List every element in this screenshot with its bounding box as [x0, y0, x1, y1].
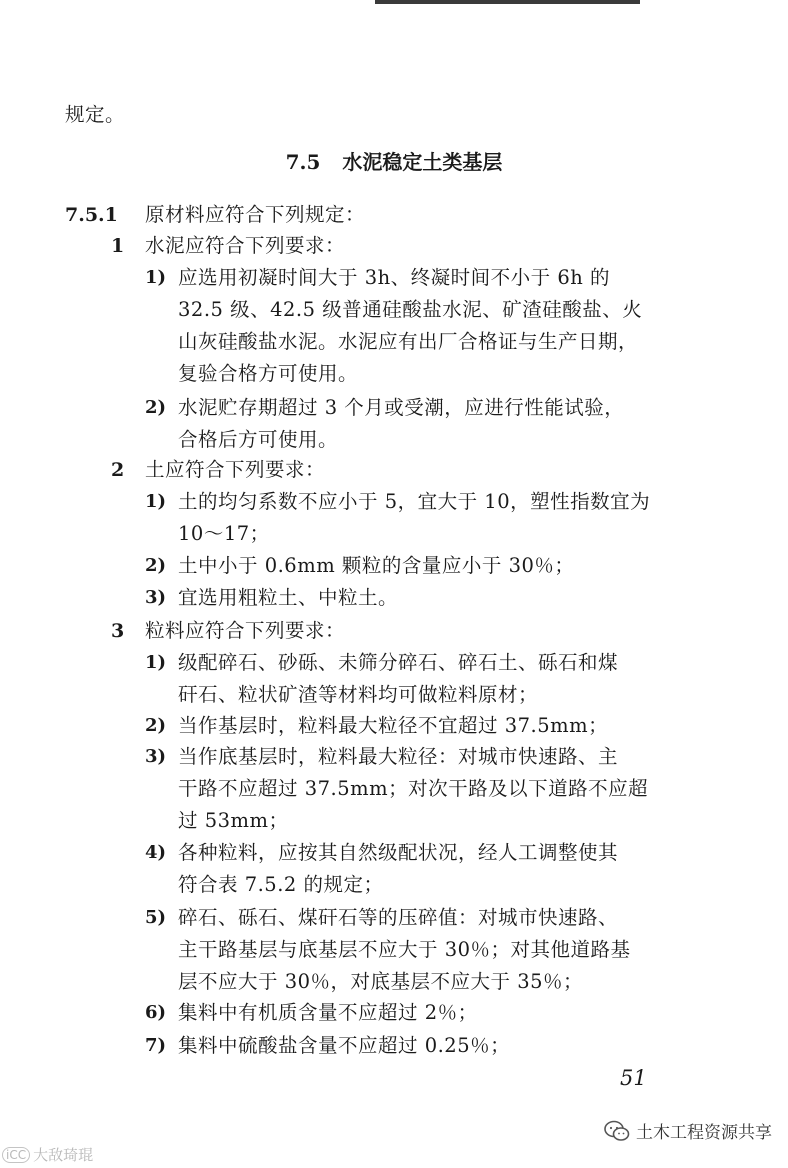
sub-item-line: 山灰硅酸盐水泥。水泥应有出厂合格证与生产日期，: [178, 330, 639, 353]
sub-item-number: 6): [145, 1002, 167, 1023]
sub-item-number: 3): [145, 746, 167, 767]
intro-tail-text: 规定。: [65, 103, 126, 126]
sub-item-number: 2): [145, 555, 167, 576]
sub-item-number: 4): [145, 842, 167, 863]
sub-item-line: 32.5 级、42.5 级普通硅酸盐水泥、矿渣硅酸盐、火: [178, 298, 643, 321]
item-number: 1: [111, 235, 125, 257]
sub-item-line: 土的均匀系数不应小于 5，宜大于 10，塑性指数宜为: [178, 490, 651, 513]
sub-item-line: 集料中硫酸盐含量不应超过 0.25％；: [178, 1034, 511, 1057]
sub-item-line: 级配碎石、砂砾、未筛分碎石、碎石土、砾石和煤: [178, 651, 619, 674]
sub-item-line: 干路不应超过 37.5mm；对次干路及以下道路不应超: [178, 777, 649, 800]
sub-item-number: 1): [145, 491, 167, 512]
top-edge-bar: [375, 0, 640, 4]
item-number: 3: [111, 620, 125, 642]
sub-item-line: 当作底基层时，粒料最大粒径：对城市快速路、主: [178, 745, 619, 768]
sub-item-line: 当作基层时，粒料最大粒径不宜超过 37.5mm；: [178, 714, 609, 737]
clause-text: 原材料应符合下列规定：: [145, 203, 366, 226]
watermark-right-text: 土木工程资源共享: [636, 1123, 772, 1143]
sub-item-number: 2): [145, 397, 167, 418]
sub-item-number: 7): [145, 1035, 167, 1056]
sub-item-number: 1): [145, 267, 167, 288]
sub-item-line: 过 53mm；: [178, 809, 289, 832]
watermark-badge-icon: iCC: [2, 1147, 30, 1163]
sub-item-number: 2): [145, 715, 167, 736]
wechat-icon: [604, 1120, 630, 1142]
watermark-left-text: 大敌琦琨: [33, 1146, 94, 1164]
watermark-left: [2, 1144, 93, 1165]
section-number: 7.5: [285, 150, 321, 174]
sub-item-line: 合格后方可使用。: [178, 428, 339, 451]
item-text: 粒料应符合下列要求：: [145, 619, 346, 642]
item-text: 水泥应符合下列要求：: [145, 234, 346, 257]
sub-item-line: 复验合格方可使用。: [178, 362, 359, 385]
sub-item-line: 10～17；: [178, 522, 270, 545]
section-title: 水泥稳定土类基层: [342, 150, 503, 174]
sub-item-line: 各种粒料，应按其自然级配状况，经人工调整使其: [178, 841, 619, 864]
sub-item-line: 集料中有机质含量不应超过 2％；: [178, 1001, 478, 1024]
sub-item-line: 宜选用粗粒土、中粒土。: [178, 586, 399, 609]
item-number: 2: [111, 459, 125, 481]
sub-item-number: 1): [145, 652, 167, 673]
sub-item-line: 矸石、粒状矿渣等材料均可做粒料原材；: [178, 683, 539, 706]
clause-number: 7.5.1: [65, 204, 118, 226]
watermark-right: [604, 1118, 772, 1143]
sub-item-line: 应选用初凝时间大于 3h、终凝时间不小于 6h 的: [178, 266, 611, 289]
sub-item-line: 碎石、砾石、煤矸石等的压碎值：对城市快速路、: [178, 906, 619, 929]
sub-item-number: 5): [145, 907, 167, 928]
section-heading: [0, 147, 788, 177]
sub-item-line: 土中小于 0.6mm 颗粒的含量应小于 30％；: [178, 554, 575, 577]
sub-item-line: 符合表 7.5.2 的规定；: [178, 873, 384, 896]
sub-item-line: 水泥贮存期超过 3 个月或受潮，应进行性能试验，: [178, 396, 625, 419]
item-text: 土应符合下列要求：: [145, 458, 326, 481]
sub-item-number: 3): [145, 587, 167, 608]
sub-item-line: 层不应大于 30％，对底基层不应大于 35％；: [178, 970, 584, 993]
sub-item-line: 主干路基层与底基层不应大于 30％；对其他道路基: [178, 938, 631, 961]
page-number: 51: [620, 1066, 647, 1090]
